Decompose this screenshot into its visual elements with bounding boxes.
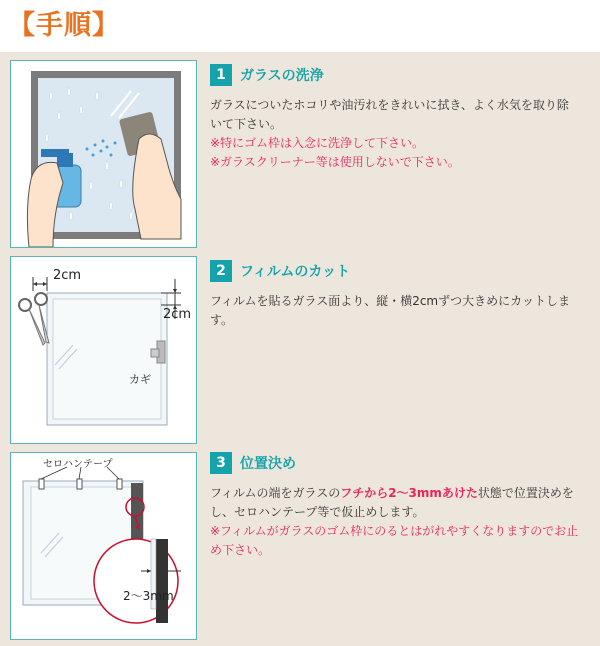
cut-width-label: 2cm [53, 268, 82, 283]
step-2-number-badge: 2 [210, 260, 232, 282]
step-1-illustration [10, 60, 197, 248]
step-2-illustration [10, 256, 197, 444]
step-3-description [210, 484, 580, 560]
step-1-title: ガラスの洗浄 [240, 68, 324, 84]
step-3-illustration [10, 452, 197, 640]
step-2-body: フィルムを貼るガラス面より、縦・横2cmずつ大きめにカットします。 [210, 294, 571, 327]
step-3-note: ※フィルムがガラスのゴム枠にのるとはがれやすくなりますのでお止め下さい。 [210, 524, 579, 557]
step-3-body-before: フィルムの端をガラスの [210, 486, 341, 500]
step-1-body: ガラスについたホコリや油汚れをきれいに拭き、よく水気を取り除いて下さい。 [210, 98, 569, 131]
cut-height-label: 2cm [163, 307, 192, 322]
page-title: 【手順】 [8, 10, 120, 41]
hook-label: カギ [129, 373, 151, 386]
film-cut-illustration [11, 257, 196, 443]
gap-label: 2〜3mm [123, 589, 174, 603]
scissors-icon [19, 293, 49, 345]
step-1-note-1: ※特にゴム枠は入念に洗浄して下さい。 [210, 136, 425, 150]
step-1-note-2: ※ガラスクリーナー等は使用しないで下さい。 [210, 155, 460, 169]
window-cleaning-illustration [11, 61, 196, 247]
step-1-heading [210, 64, 580, 86]
step-3-number-badge: 3 [210, 452, 232, 474]
step-3-body [210, 484, 580, 522]
step-2-title: フィルムのカット [240, 264, 351, 280]
step-3-heading [210, 452, 580, 474]
step-1-number-badge: 1 [210, 64, 232, 86]
tape-label: セロハンテープ [43, 459, 113, 470]
magnifier-detail [94, 539, 181, 623]
step-1-description [210, 96, 580, 172]
steps-panel [0, 52, 600, 646]
film-positioning-illustration [11, 453, 196, 639]
step-2-description [210, 292, 580, 330]
step-3-body-after: 状態で位置決めをし、セロハンテープ等で仮止めします。 [210, 486, 574, 519]
step-1-text [210, 64, 580, 172]
step-2-text [210, 260, 580, 330]
step-3-text [210, 452, 580, 560]
step-2-heading [210, 260, 580, 282]
step-3-body-highlight: フチから2〜3mmあけた [340, 486, 478, 500]
step-3-title: 位置決め [240, 456, 296, 472]
